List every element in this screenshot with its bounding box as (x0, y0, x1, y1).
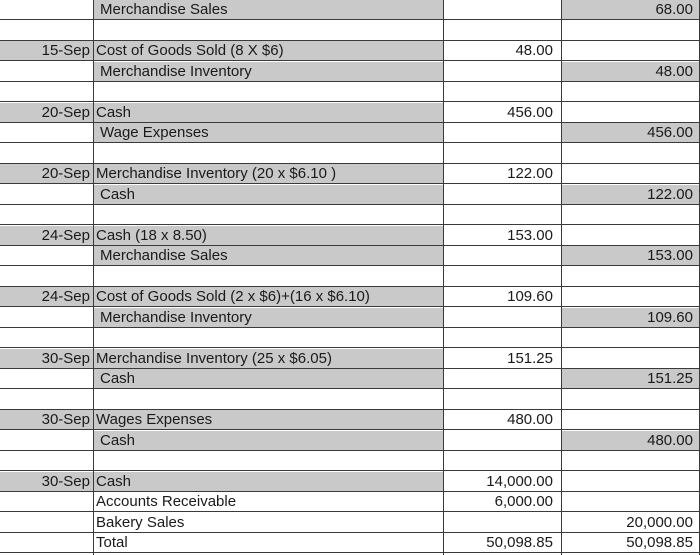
journal-row (0, 472, 700, 492)
account-description: Merchandise Sales (93, 0, 443, 19)
journal-row (0, 246, 700, 266)
journal-row (0, 308, 700, 328)
debit-amount (443, 0, 560, 19)
journal-row (0, 0, 700, 20)
entry-date (0, 431, 93, 450)
credit-amount (562, 492, 700, 511)
debit-amount: 14,000.00 (486, 472, 553, 490)
account-description: Merchandise Inventory (20 x $6.10 ) (93, 164, 443, 183)
journal-row (0, 164, 700, 184)
entry-date (0, 123, 93, 142)
credit-amount: 151.25 (562, 369, 700, 388)
account-description: Merchandise Inventory (93, 62, 443, 81)
debit-amount: 151.25 (507, 349, 553, 367)
debit-amount (443, 369, 560, 388)
blank-row (0, 267, 700, 287)
entry-date: 20-Sep (0, 164, 93, 183)
debit-amount: 109.60 (507, 288, 553, 305)
entry-date: 30-Sep (0, 472, 93, 491)
blank-row (0, 144, 700, 164)
column-divider (443, 0, 444, 555)
journal-row (0, 349, 700, 369)
account-description: Total (96, 534, 128, 551)
account-description: Cost of Goods Sold (2 x $6)+(16 x $6.10) (93, 287, 443, 306)
credit-amount: 48.00 (562, 62, 700, 81)
credit-amount (562, 349, 700, 368)
debit-amount (443, 123, 560, 142)
blank-row (0, 451, 700, 471)
debit-amount: 6,000.00 (494, 493, 553, 510)
debit-amount (443, 246, 560, 265)
account-description: Accounts Receivable (96, 493, 237, 510)
credit-amount: 109.60 (562, 308, 700, 327)
journal-row (0, 41, 700, 61)
entry-date (0, 513, 93, 532)
account-description: Cash (93, 431, 443, 450)
column-divider (93, 0, 94, 555)
journal-row (0, 103, 700, 123)
journal-row (0, 123, 700, 143)
blank-row (0, 205, 700, 225)
credit-amount (562, 164, 700, 183)
account-description: Merchandise Inventory (93, 308, 443, 327)
debit-amount: 122.00 (507, 165, 553, 182)
debit-amount: 456.00 (507, 103, 553, 121)
debit-amount: 48.00 (515, 42, 553, 59)
journal-row (0, 533, 700, 553)
journal-row (0, 62, 700, 82)
entry-date: 30-Sep (0, 349, 93, 368)
entry-date (0, 308, 93, 327)
account-description: Wages Expenses (93, 410, 443, 429)
debit-amount (443, 185, 560, 204)
journal-row (0, 226, 700, 246)
entry-date (0, 246, 93, 265)
credit-amount (562, 103, 700, 122)
journal-row (0, 410, 700, 430)
account-description: Cash (93, 103, 443, 122)
entry-date (0, 369, 93, 388)
entry-date (0, 62, 93, 81)
entry-date: 30-Sep (0, 410, 93, 429)
account-description: Cash (93, 185, 443, 204)
account-description: Merchandise Sales (93, 246, 443, 265)
account-description: Wage Expenses (93, 123, 443, 142)
credit-amount: 20,000.00 (626, 513, 693, 531)
credit-amount: 122.00 (562, 185, 700, 204)
credit-amount (562, 410, 700, 429)
debit-amount: 480.00 (507, 411, 553, 428)
credit-amount (562, 226, 700, 245)
journal-row (0, 431, 700, 451)
debit-amount (443, 308, 560, 327)
entry-date (0, 533, 93, 552)
debit-amount: 50,098.85 (486, 534, 553, 551)
credit-amount: 480.00 (562, 431, 700, 450)
credit-amount (562, 41, 700, 60)
debit-amount (443, 431, 560, 450)
credit-amount: 153.00 (562, 246, 700, 265)
blank-row (0, 328, 700, 348)
credit-amount: 50,098.85 (626, 534, 693, 551)
journal-row (0, 287, 700, 307)
column-divider (561, 0, 562, 555)
credit-amount: 456.00 (562, 123, 700, 142)
account-description: Cost of Goods Sold (8 X $6) (93, 41, 443, 60)
entry-date (0, 0, 93, 19)
account-description: Cash (93, 472, 443, 491)
journal-row (0, 513, 700, 533)
debit-amount (443, 62, 560, 81)
blank-row (0, 390, 700, 410)
entry-date: 20-Sep (0, 103, 93, 122)
journal-row (0, 369, 700, 389)
debit-amount (443, 513, 560, 532)
journal-row (0, 185, 700, 205)
credit-amount: 68.00 (562, 0, 700, 19)
entry-date (0, 492, 93, 511)
account-description: Merchandise Inventory (25 x $6.05) (93, 349, 443, 368)
account-description: Bakery Sales (96, 513, 185, 531)
entry-date (0, 185, 93, 204)
entry-date: 24-Sep (0, 287, 93, 306)
account-description: Cash (18 x 8.50) (93, 226, 443, 245)
credit-amount (562, 472, 700, 491)
credit-amount (562, 287, 700, 306)
journal-row (0, 492, 700, 512)
debit-amount: 153.00 (507, 226, 553, 244)
entry-date: 15-Sep (0, 41, 93, 60)
account-description: Cash (93, 369, 443, 388)
blank-row (0, 82, 700, 102)
blank-row (0, 21, 700, 41)
entry-date: 24-Sep (0, 226, 93, 245)
